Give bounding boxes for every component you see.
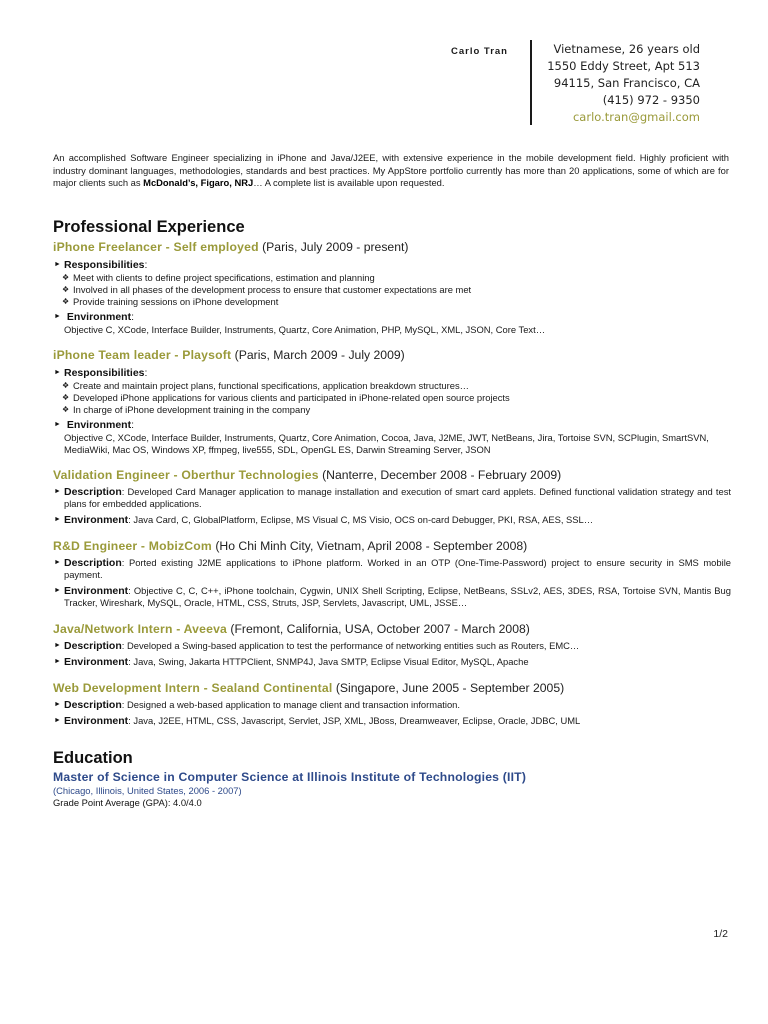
summary-text: An accomplished Software Engineer specializing in iPhone and Java/J2EE, with extensive experience in the mobile development field. Highly proficient with industry dominant languages, methodologies, standards and best practices. My AppStore portfolio currently has more than 20 applications, some of which are for major clients such as	[53, 152, 729, 188]
job-role: Web Development Intern - Sealand Continental	[53, 680, 333, 695]
contact-line: Vietnamese, 26 years old	[553, 42, 700, 56]
environment-text: Java, Swing, Jakarta HTTPClient, SNMP4J, Java SMTP, Eclipse Visual Editor, MySQL, Apache	[133, 655, 529, 667]
bullet-arrow-icon: ►	[54, 641, 61, 649]
environment-label: Environment	[66, 311, 132, 323]
environment-item: ► Environment: Objective C, C, C++, iPhone toolchain, Cygwin, UNIX Shell Scripting, Eclipse, NetBeans, SSLv2, AES, 3DES, RSA, Tortoise SVN, Mantis Bug Tracker, Wireshark, MySQL, Oracle, HTML, CSS, Struts, JSP, Servlets, Javascript, UML, JSSE…	[54, 584, 731, 608]
description-label: Description	[64, 639, 122, 652]
job-meta: (Paris, March 2009 - July 2009)	[231, 347, 405, 362]
bullet-arrow-icon: ►	[54, 313, 61, 320]
responsibility-item	[53, 284, 731, 296]
bullet-arrow-icon: ►	[54, 368, 61, 376]
environment-list: Objective C, XCode, Interface Builder, Instruments, Quartz, Core Animation, Cocoa, Java, J2ME, JWT, NetBeans, Jira, Tortoise SVN, SCPlugin, SmartSVN, MediaWiki, Mac OS, Windows XP, ffmpeg, live555, SDL, OpenGL ES, Darwin Streaming Server, JSON	[64, 431, 709, 455]
description-item: ► Description: Developed a Swing-based application to test the performance of networking entities such as Routers, EMC…	[54, 639, 580, 652]
environment-text: Java, J2EE, HTML, CSS, Javascript, Servlet, JSP, XML, JBoss, Dreamweaver, Eclipse, Oracle, JDBC, UML	[133, 714, 581, 726]
responsibility-item	[53, 272, 731, 284]
responsibility-text: Provide training sessions on iPhone development	[73, 296, 279, 307]
bullet-arrow-icon: ►	[54, 261, 61, 268]
job-meta: (Fremont, California, USA, October 2007 - March 2008)	[227, 621, 530, 636]
description-label: Description	[64, 698, 122, 711]
responsibility-text: Developed iPhone applications for various clients and participated in iPhone-related open source projects	[73, 391, 510, 403]
summary-text-end: … A complete list is available upon requested.	[253, 177, 445, 188]
job-title	[53, 239, 731, 256]
responsibility-item	[53, 296, 731, 308]
education-heading: Education	[53, 748, 133, 767]
bullet-arrow-icon: ►	[54, 716, 61, 724]
environment-item: ► Environment:	[54, 418, 135, 431]
bullet-arrow-icon: ►	[54, 487, 61, 495]
bullet-arrow-icon: ►	[54, 586, 61, 594]
education-location: (Chicago, Illinois, United States, 2006 - 2007)	[53, 784, 242, 796]
environment-item: ► Environment: Java Card, C, GlobalPlatform, Eclipse, MS Visual C, MS Visio, OCS on-card Debugger, PKI, RSA, AES, SSL…	[54, 513, 594, 526]
description-text: Ported existing J2ME applications to iPhone platform. Worked in an OTP (One-Time-Password) project to ensure security in SMS mobile payment.	[64, 556, 731, 580]
description-text: Designed a web-based application to manage client and transaction information.	[126, 698, 461, 710]
experience-heading: Professional Experience	[53, 218, 245, 236]
job-entry	[53, 239, 731, 337]
environment-list: Objective C, XCode, Interface Builder, Instruments, Quartz, Core Animation, PHP, MySQL, XML, JSON, Core Text…	[64, 324, 546, 335]
responsibility-item	[53, 380, 731, 392]
page-number: 1/2	[713, 928, 728, 940]
job-meta: (Nanterre, December 2008 - February 2009)	[318, 467, 562, 482]
responsibility-item	[53, 404, 731, 416]
candidate-name: Carlo Tran	[451, 46, 508, 57]
environment-item: ► Environment:	[54, 311, 135, 323]
description-label: Description	[64, 556, 122, 569]
diamond-bullet-icon: ❖	[62, 285, 70, 294]
description-text: Developed Card Manager application to manage installation and execution of smart card applets. Defined functional validation strategy and test plans for embedded applications.	[64, 485, 731, 509]
responsibilities-item: ► Responsibilities:	[54, 366, 148, 379]
job-title	[53, 538, 731, 555]
job-entry	[53, 347, 731, 457]
diamond-bullet-icon: ❖	[62, 380, 70, 390]
job-role: iPhone Team leader - Playsoft	[53, 347, 232, 362]
diamond-bullet-icon: ❖	[62, 392, 70, 402]
description-label: Description	[64, 485, 122, 498]
environment-label: Environment	[64, 584, 129, 597]
job-entry	[53, 680, 731, 727]
responsibility-text: In charge of iPhone development training in the company	[73, 403, 311, 415]
description-item: ► Description: Developed Card Manager application to manage installation and execution of smart card applets. Defined functional validation strategy and test plans for embedded applications.	[54, 485, 731, 509]
bullet-arrow-icon: ►	[54, 420, 61, 428]
job-title	[53, 680, 731, 697]
bullet-arrow-icon: ►	[54, 515, 61, 523]
bullet-arrow-icon: ►	[54, 558, 61, 566]
job-meta: (Ho Chi Minh City, Vietnam, April 2008 - September 2008)	[211, 538, 528, 553]
responsibility-text: Involved in all phases of the development process to ensure that customer expectations are met	[73, 284, 472, 295]
summary-paragraph	[53, 152, 729, 190]
diamond-bullet-icon: ❖	[62, 404, 70, 414]
summary-clients: McDonald’s, Figaro, NRJ	[143, 177, 254, 188]
contact-line: 94115, San Francisco, CA	[553, 76, 700, 90]
education-gpa: Grade Point Average (GPA): 4.0/4.0	[53, 796, 202, 808]
job-role: Validation Engineer - Oberthur Technologies	[53, 467, 319, 482]
environment-label: Environment	[64, 655, 129, 668]
job-entry	[53, 538, 731, 609]
contact-line: (415) 972 - 9350	[602, 93, 700, 107]
diamond-bullet-icon: ❖	[62, 297, 70, 306]
environment-text: Java Card, C, GlobalPlatform, Eclipse, MS Visual C, MS Visio, OCS on-card Debugger, PKI, RSA, AES, SSL…	[133, 513, 594, 525]
degree-title: Master of Science in Computer Science at Illinois Institute of Technologies (IIT)	[53, 769, 527, 784]
header-divider	[530, 40, 532, 125]
job-entry	[53, 467, 731, 526]
email-link[interactable]: carlo.tran@gmail.com	[572, 110, 700, 124]
environment-label: Environment	[66, 418, 132, 431]
responsibility-text: Meet with clients to define project specifications, estimation and planning	[73, 272, 375, 283]
job-role: R&D Engineer - MobizCom	[53, 538, 212, 553]
environment-item: ► Environment: Java, Swing, Jakarta HTTPClient, SNMP4J, Java SMTP, Eclipse Visual Editor, MySQL, Apache	[54, 655, 529, 668]
job-meta: (Singapore, June 2005 - September 2005)	[332, 680, 565, 695]
responsibilities-label: Responsibilities	[64, 259, 145, 271]
job-title	[53, 347, 731, 364]
job-title	[53, 467, 731, 484]
responsibility-text: Create and maintain project plans, functional specifications, application breakdown structures…	[73, 379, 470, 391]
job-role: Java/Network Intern - Aveeva	[53, 621, 228, 636]
environment-label: Environment	[64, 513, 129, 526]
responsibility-item	[53, 392, 731, 404]
responsibilities-item: ► Responsibilities:	[54, 259, 148, 271]
description-text: Developed a Swing-based application to test the performance of networking entities such as Routers, EMC…	[126, 639, 580, 651]
bullet-arrow-icon: ►	[54, 657, 61, 665]
job-entry	[53, 621, 731, 668]
job-meta: (Paris, July 2009 - present)	[258, 240, 409, 254]
main-content	[53, 216, 731, 809]
environment-item: ► Environment: Java, J2EE, HTML, CSS, Javascript, Servlet, JSP, XML, JBoss, Dreamweaver, Eclipse, Oracle, JDBC, UML	[54, 714, 581, 727]
job-role: iPhone Freelancer - Self employed	[53, 240, 259, 254]
description-item: ► Description: Ported existing J2ME applications to iPhone platform. Worked in an OTP (One-Time-Password) project to ensure security in SMS mobile payment.	[54, 556, 731, 580]
contact-line: 1550 Eddy Street, Apt 513	[547, 59, 700, 73]
diamond-bullet-icon: ❖	[62, 273, 70, 282]
responsibilities-label: Responsibilities	[64, 366, 145, 379]
environment-text: Objective C, C, C++, iPhone toolchain, Cygwin, UNIX Shell Scripting, Eclipse, NetBeans, SSLv2, AES, 3DES, RSA, Tortoise SVN, Mantis Bug Tracker, Wireshark, MySQL, Oracle, HTML, CSS, Struts, JSP, Servlets, Javascript, UML, JSSE…	[64, 584, 731, 608]
contact-block	[547, 41, 700, 126]
environment-label: Environment	[64, 714, 129, 727]
bullet-arrow-icon: ►	[54, 700, 61, 708]
job-title	[53, 621, 731, 638]
description-item: ► Description: Designed a web-based application to manage client and transaction information.	[54, 698, 461, 711]
